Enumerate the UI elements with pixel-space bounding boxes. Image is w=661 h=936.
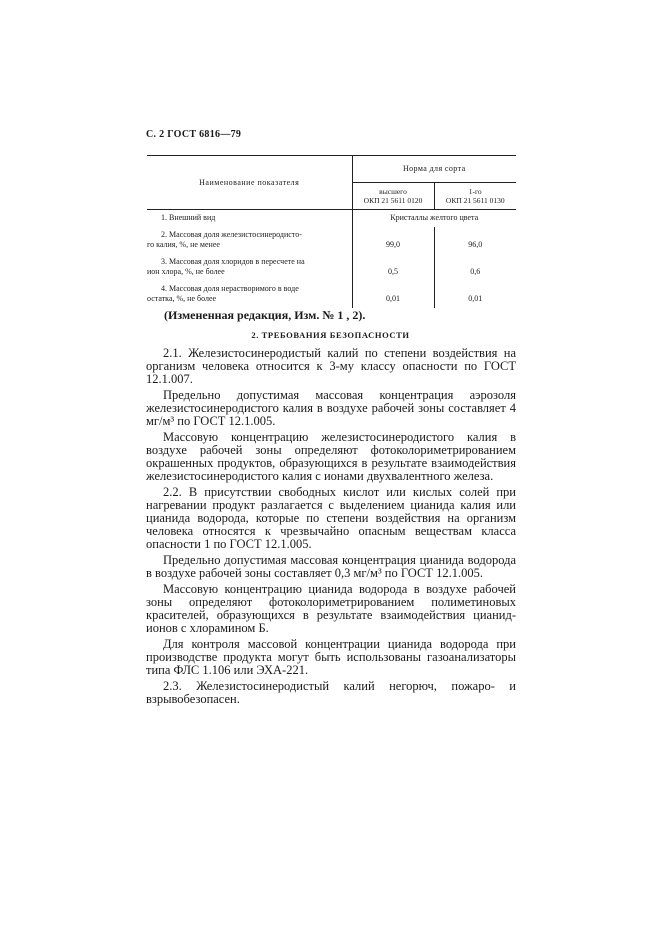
paragraph: 2.3. Железистосинеродистый калий негорюч, пожаро- и взрывобезопасен. bbox=[146, 679, 516, 706]
row-value-premium: 0,5 bbox=[352, 254, 434, 281]
row-value-first: 0,01 bbox=[468, 294, 483, 303]
grade-name: высшего bbox=[379, 187, 407, 196]
grade-header-premium bbox=[352, 183, 434, 210]
paragraph: Для контроля массовой концентрации цианида водорода при производстве продукта могут быть использованы газоанализаторы типа ФЛС 1.106 или ЭХА-221. bbox=[146, 637, 516, 677]
table-row bbox=[147, 210, 516, 228]
grade-name: 1-го bbox=[468, 187, 482, 196]
paragraph: Массовую концентрацию железистосинеродистого калия в воздухе рабочей зоны определяют фотоколориметрированием окрашенных продуктов, образующихся в результате взаимодействия железистосинеродистого калия с ионами двухвалентного железа. bbox=[146, 430, 516, 483]
row-name: 1. Внешний вид bbox=[147, 210, 352, 228]
grade-code: ОКП 21 5611 0130 bbox=[445, 196, 505, 205]
section-title: 2. ТРЕБОВАНИЯ БЕЗОПАСНОСТИ bbox=[251, 330, 410, 340]
row-name: 3. Массовая доля хлоридов в пересчете на ион хлора, %, не более bbox=[147, 254, 352, 281]
row-value-first: 0,6 bbox=[470, 267, 481, 276]
row-name: 4. Массовая доля нерастворимого в воде остатка, %, не более bbox=[147, 281, 352, 308]
grade-code: ОКП 21 5611 0120 bbox=[363, 196, 423, 205]
table-row bbox=[147, 227, 516, 254]
row-value-premium: 99,0 bbox=[352, 227, 434, 254]
table-header-row bbox=[147, 156, 516, 183]
amendment-note: (Измененная редакция, Изм. № 1 , 2). bbox=[164, 308, 366, 322]
row-name: 2. Массовая доля железистосинеродисто- го калия, %, не менее bbox=[147, 227, 352, 254]
paragraph: 2.2. В присутствии свободных кислот или кислых солей при нагревании продукт разлагается с выделением цианида калия или цианида водорода, которые по степени воздействия на организм человека относятся к чрезвычайно опасным веществам класса опасности 1 по ГОСТ 12.1.005. bbox=[146, 485, 516, 551]
section-body bbox=[146, 347, 516, 709]
page-header: С. 2 ГОСТ 6816—79 bbox=[146, 129, 242, 140]
grade-header-first bbox=[434, 183, 516, 210]
paragraph: Предельно допустимая массовая концентрация цианида водорода в воздухе рабочей зоны составляет 0,3 мг/м³ по ГОСТ 12.1.005. bbox=[146, 553, 516, 580]
col-name-header: Наименование показателя bbox=[147, 156, 352, 210]
row-value-merged: Кристаллы желтого цвета bbox=[390, 213, 479, 222]
paragraph: Предельно допустимая массовая концентрация аэрозоля железистосинеродистого калия в воздухе рабочей зоны составляет 4 мг/м³ по ГОСТ 12.1.005. bbox=[146, 388, 516, 428]
table-row bbox=[147, 281, 516, 308]
row-value-first: 96,0 bbox=[468, 240, 483, 249]
col-norm-header: Норма для сорта bbox=[352, 156, 516, 183]
paragraph: Массовую концентрацию цианида водорода в воздухе рабочей зоны определяют фотоколориметрированием полиметиновых красителей, образующихся в результате взаимодействия цианид-ионов с хлорамином Б. bbox=[146, 582, 516, 635]
row-value-premium: 0,01 bbox=[352, 281, 434, 308]
spec-table bbox=[147, 155, 516, 308]
table-row bbox=[147, 254, 516, 281]
paragraph: 2.1. Железистосинеродистый калий по степени воздействия на организм человека относится к 3-му классу опасности по ГОСТ 12.1.007. bbox=[146, 346, 516, 386]
